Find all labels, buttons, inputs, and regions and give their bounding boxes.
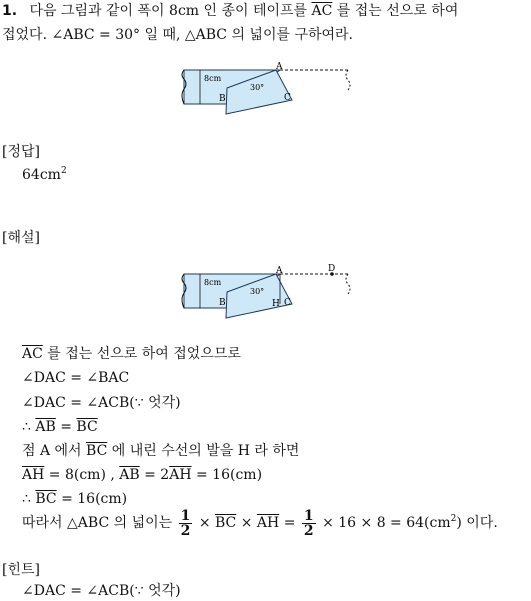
point-h-label: H [272,299,280,309]
segment-ah: $\overline{AH}$ [256,515,280,531]
step-5-pre: 점 A 에서 [22,443,82,459]
segment-ab: $\overline{AB}$ [35,419,56,435]
fraction-one-half: $\frac{1}{2}$ [180,507,191,539]
answer-value-line [22,166,67,184]
explanation-step-1 [22,345,241,363]
equals-sign: = [283,515,296,531]
step-8-rest: × 16 × 8 = 64(cm [322,515,451,531]
point-a-label: A [276,62,283,72]
step-1-text: 를 접는 선으로 하여 접었으므로 [47,346,241,362]
explanation-tape-figure [178,264,358,324]
width-label: 8cm [204,278,222,287]
therefore-symbol: ∴ [22,419,31,435]
segment-ah: $\overline{AH}$ [169,467,192,483]
hint-text: ∠DAC = ∠ACB(∵ 엇각) [22,583,181,599]
segment-ac: $\overline{AC}$ [311,3,333,19]
step-6-value-1: = 8(cm) , [48,467,115,483]
explanation-step-7 [22,490,127,508]
explanation-step-2: ∠DAC = ∠BAC [22,370,130,386]
step-6-value-2: = 16(cm) [196,467,263,483]
explanation-step-6 [22,466,262,484]
answer-heading: [정답] [2,144,40,160]
answer-unit-exponent: 2 [60,166,67,176]
times-sign: × [240,515,253,531]
step-8-end: ) 이다. [456,515,498,531]
explanation-step-3: ∠DAC = ∠ACB(∵ 엇각) [22,395,181,411]
times-sign: × [198,515,211,531]
area-unit-exponent: 2 [450,514,457,524]
segment-ab: $\overline{AB}$ [119,467,140,483]
folded-tape-figure [178,60,358,120]
answer-value: 64cm [22,167,61,183]
therefore-symbol: ∴ [22,491,31,507]
angle-label: 30° [250,287,265,296]
segment-bc: $\overline{BC}$ [76,419,98,435]
point-c-label: C [284,93,291,103]
hint-heading: [힌트] [2,562,40,578]
width-label: 8cm [204,74,222,83]
segment-bc: $\overline{BC}$ [86,443,108,459]
explanation-step-5 [22,442,299,460]
step-5-post: 에 내린 수선의 발을 H 라 하면 [111,443,300,459]
problem-text-1-end: 를 접는 선으로 하여 [336,3,459,19]
point-a-label: A [276,266,283,276]
segment-bc: $\overline{BC}$ [35,491,57,507]
problem-line-2: 접었다. ∠ABC = 30° 일 때, △ABC 의 넓이를 구하여라. [2,27,353,43]
segment-bc: $\overline{BC}$ [215,515,237,531]
point-b-label: B [219,94,226,104]
segment-ah: $\overline{AH}$ [22,467,45,483]
explanation-step-4 [22,418,98,436]
problem-line-1 [2,2,458,20]
point-c-label: C [284,298,291,308]
point-d-label: D [328,264,336,274]
explanation-step-8 [22,508,498,538]
fraction-one-half: $\frac{1}{2}$ [303,507,314,539]
explanation-heading: [해설] [2,230,40,246]
step-8-pre: 따라서 △ABC 의 넓이는 [22,515,173,531]
angle-label: 30° [250,83,265,92]
problem-number: 1. [2,3,18,19]
equals-sign: = [60,419,72,435]
problem-text-1: 다음 그림과 같이 폭이 8cm 인 종이 테이프를 [29,3,308,19]
step-6-mid: = 2 [144,467,170,483]
point-b-label: B [219,298,226,308]
segment-ac: $\overline{AC}$ [22,346,43,362]
step-7-value: = 16(cm) [61,491,128,507]
